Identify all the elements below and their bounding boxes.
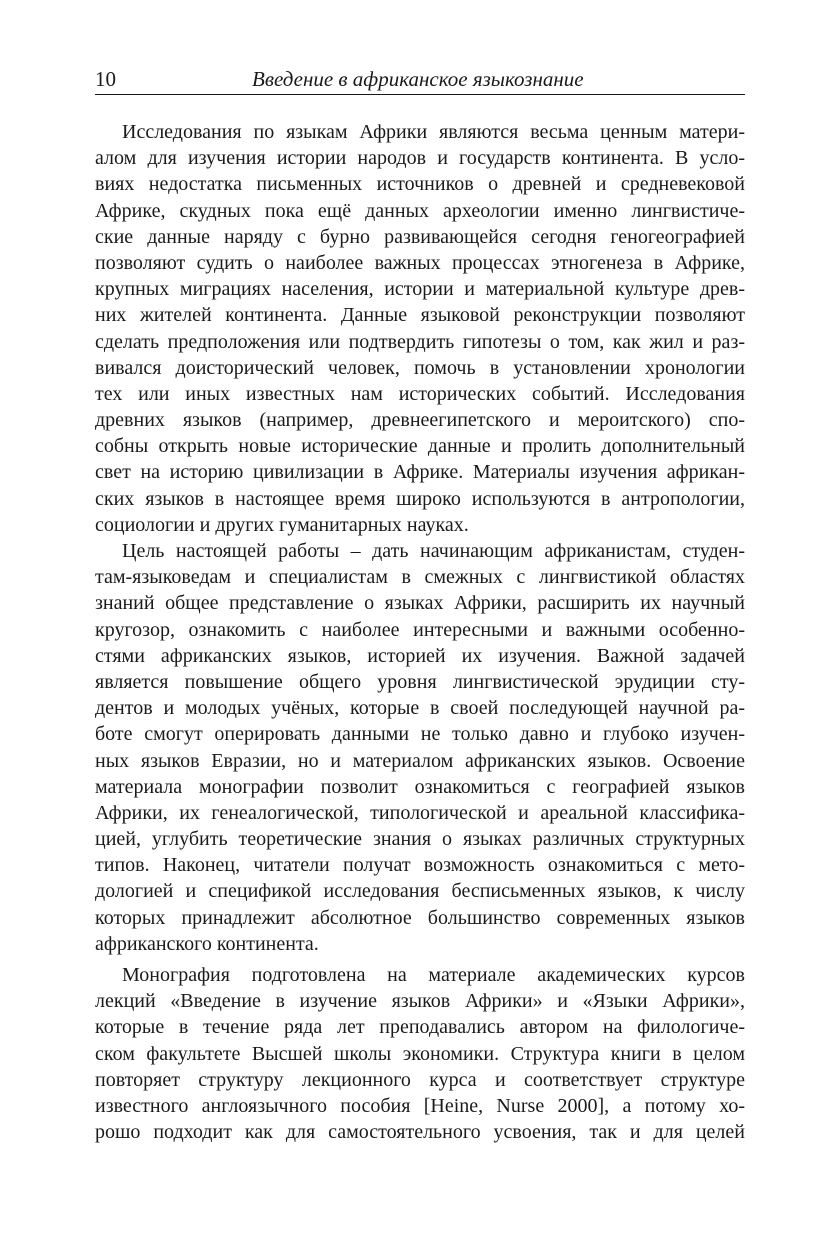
text-line: повторяет структуру лекционного курса и соответствует структуре: [95, 1068, 745, 1091]
text-line: типов. Наконец, читатели получат возможность ознакомиться с мето-: [95, 854, 745, 877]
text-line: цией, углубить теоретические знания о языках различных структурных: [95, 828, 745, 851]
text-line: дентов и молодых учёных, которые в своей последующей научной ра-: [95, 697, 745, 720]
text-line: собны открыть новые исторические данные и пролить дополнительный: [95, 435, 745, 458]
text-line: там-языковедам и специалистам в смежных с лингвистикой областях: [95, 566, 745, 589]
text-line: тех или иных известных нам исторических событий. Исследования: [95, 382, 745, 405]
text-line: них жителей континента. Данные языковой реконструкции позволяют: [95, 304, 745, 327]
running-title: Введение в африканское языкознание: [252, 67, 584, 91]
text-line: виях недостатка письменных источников о древней и средневековой: [95, 173, 745, 196]
paragraph: [95, 962, 745, 1145]
text-line: боте смогут оперировать данными не только давно и глубоко изучен-: [95, 723, 745, 746]
text-line: ских языков в настоящее время широко используются в антропологии,: [95, 487, 745, 510]
paragraph: [95, 538, 745, 957]
text-line: древних языков (например, древнеегипетского и мероитского) спо-: [95, 409, 745, 432]
text-line: Африке, скудных пока ещё данных археологии именно лингвистиче-: [95, 199, 745, 222]
text-line: Цель настоящей работы – дать начинающим африканистам, студен-: [122, 540, 745, 562]
text-line: кругозор, ознакомить с наиболее интересными и важными особенно-: [95, 618, 745, 641]
text-line: которые в течение ряда лет преподавались автором на филологиче-: [95, 1016, 745, 1039]
text-line: ных языков Евразии, но и материалом африканских языков. Освоение: [95, 749, 745, 772]
text-line: лекций «Введение в изучение языков Африки» и «Языки Африки»,: [95, 990, 745, 1013]
text-line: сделать предположения или подтвердить гипотезы о том, как жил и раз-: [95, 330, 745, 353]
text-line: крупных миграциях населения, истории и материальной культуре древ-: [95, 278, 745, 301]
text-line: является повышение общего уровня лингвистической эрудиции сту-: [95, 670, 745, 693]
text-line: Исследования по языкам Африки являются весьма ценным матери-: [122, 121, 745, 143]
text-line: Африки, их генеалогической, типологической и ареальной классифика-: [95, 801, 745, 824]
text-line: известного англоязычного пособия [Heine, Nurse 2000], а потому хо-: [95, 1094, 745, 1117]
page-header: [95, 66, 745, 95]
text-line: которых принадлежит абсолютное большинство современных языков: [95, 906, 745, 929]
text-line: свет на историю цивилизации в Африке. Материалы изучения африкан-: [95, 461, 745, 484]
text-line: материала монографии позволит ознакомиться с географией языков: [95, 775, 745, 798]
text-line: позволяют судить о наиболее важных процессах этногенеза в Африке,: [95, 251, 745, 274]
body-text: [95, 119, 745, 1145]
text-line: алом для изучения истории народов и государств континента. В усло-: [95, 147, 745, 170]
paragraph: [95, 119, 745, 538]
text-line: ском факультете Высшей школы экономики. Структура книги в целом: [95, 1042, 745, 1065]
text-line: социологии и других гуманитарных науках.: [95, 513, 469, 536]
page-number: 10: [95, 67, 116, 91]
text-line: ские данные наряду с бурно развивающейся сегодня геногеографией: [95, 225, 745, 248]
text-line: знаний общее представление о языках Африки, расширить их научный: [95, 592, 745, 615]
text-line: Монография подготовлена на материале академических курсов: [122, 964, 745, 986]
text-line: рошо подходит как для самостоятельного усвоения, так и для целей: [95, 1121, 745, 1144]
text-line: вивался доисторический человек, помочь в установлении хронологии: [95, 356, 745, 379]
text-line: дологией и спецификой исследования бесписьменных языков, к числу: [95, 880, 745, 903]
text-line: стями африканских языков, историей их изучения. Важной задачей: [95, 644, 745, 667]
text-line: африканского континента.: [95, 932, 319, 955]
